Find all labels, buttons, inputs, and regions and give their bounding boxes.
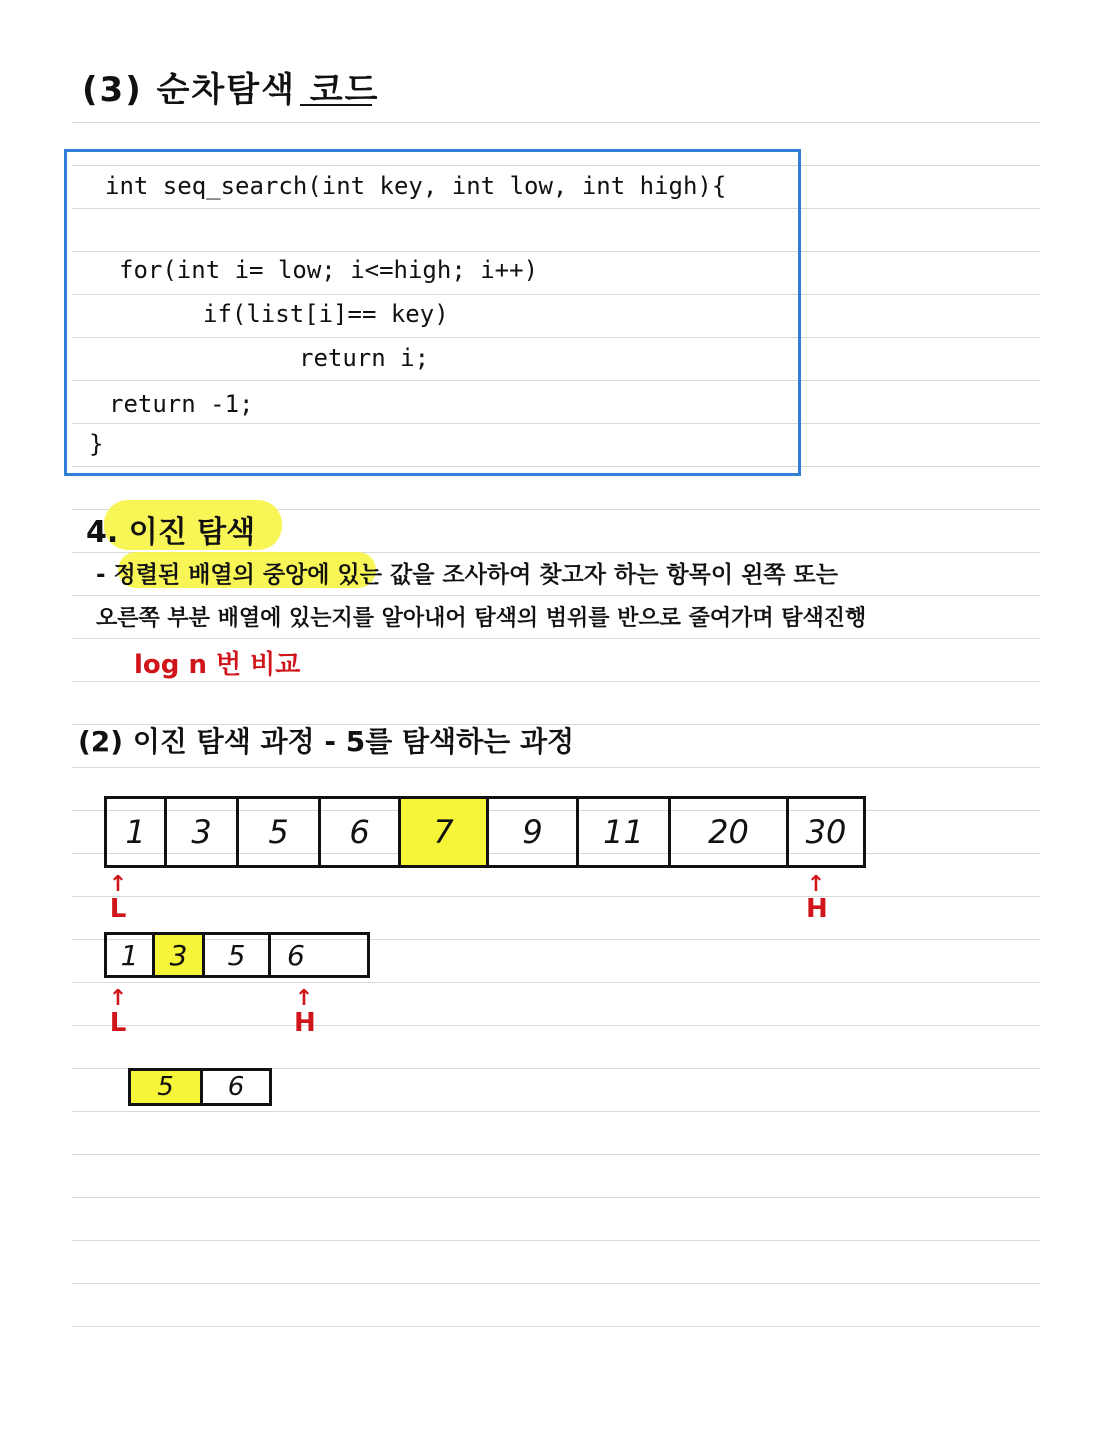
high-label: H [294,1008,316,1038]
array-cell: 6 [227,1072,245,1102]
up-arrow-icon: ↑ [806,872,826,897]
title-underline [300,104,372,106]
description-line: 오른쪽 부분 배열에 있는지를 알아내어 탐색의 범위를 반으로 줄여가며 탐색진행 [96,606,867,631]
array-cell: 5 [205,935,271,975]
array-cell: 6 [321,799,401,865]
ruled-line [72,1240,1040,1241]
low-label: L [109,1008,127,1038]
ruled-line [72,1111,1040,1112]
code-line: if(list[i]== key) [203,300,449,328]
ruled-line [72,1025,1040,1026]
array-cell-middle: 3 [155,935,205,975]
code-line: for(int i= low; i<=high; i++) [119,256,539,284]
section-heading-binary-search: 4. 이진 탐색 [86,515,256,550]
up-arrow-icon: ↑ [108,986,128,1011]
low-pointer [108,988,128,1036]
ruled-line [72,1283,1040,1284]
ruled-line [72,681,1040,682]
up-arrow-icon: ↑ [294,986,314,1011]
array-step-3 [128,1068,272,1106]
ruled-line [72,1326,1040,1327]
up-arrow-icon: ↑ [108,872,128,897]
ruled-line [72,982,1040,983]
array-step-2 [104,932,370,978]
code-line: return -1; [109,390,254,418]
ruled-line [72,122,1040,123]
ruled-line [72,1154,1040,1155]
ruled-line [72,767,1040,768]
array-cell: 5 [239,799,321,865]
array-step-1 [104,796,866,868]
array-cell: 20 [671,799,789,865]
array-cell: 30 [805,813,847,851]
complexity-note: log n 번 비교 [134,650,301,680]
code-line: int seq_search(int key, int low, int high){ [105,172,727,200]
section-title-sequential-search: (3) 순차탐색 코드 [82,70,380,110]
array-cell: 1 [107,935,155,975]
array-cell: 1 [107,799,167,865]
section-title-binary-process: (2) 이진 탐색 과정 - 5를 탐색하는 과정 [78,725,575,758]
ruled-line [72,896,1040,897]
code-line: } [89,430,104,458]
ruled-line [72,595,1040,596]
low-pointer [108,874,128,922]
high-pointer [294,988,314,1036]
ruled-line [72,1197,1040,1198]
code-line: return i; [299,344,430,372]
description-line: - 정렬된 배열의 중앙에 있는 값을 조사하여 찾고자 하는 항목이 왼쪽 또는 [96,562,838,588]
array-cell: 3 [167,799,239,865]
array-cell: 11 [579,799,671,865]
code-box [64,149,801,476]
array-cell: 6 [287,938,305,972]
high-pointer [806,874,826,922]
array-cell-middle: 5 [131,1071,203,1103]
array-cell: 9 [489,799,579,865]
ruled-line [72,638,1040,639]
array-cell-middle: 7 [401,799,489,865]
high-label: H [806,894,828,924]
low-label: L [109,894,127,924]
